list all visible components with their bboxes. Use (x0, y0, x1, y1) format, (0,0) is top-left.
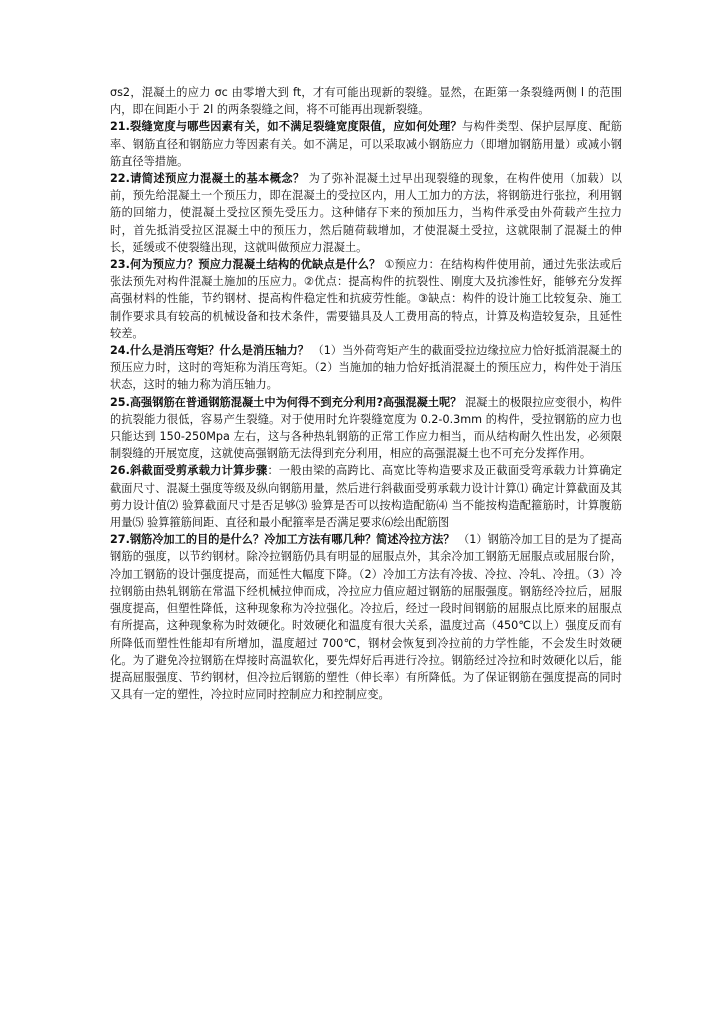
answer-text: σs2，混凝土的应力 σc 由零增大到 ft，才有可能出现新的裂缝。显然，在距第一条裂缝两侧 l 的范围内，即在间距小于 2l 的两条裂缝之间，将不可能再出现新裂缝。 (110, 86, 622, 117)
question-heading: 23.何为预应力？预应力混凝土结构的优缺点是什么？ (110, 258, 381, 272)
question-heading: 21.裂缝宽度与哪些因素有关，如不满足裂缝宽度限值，应如何处理？ (110, 120, 462, 134)
answer-text: 混凝土的极限拉应变很小，构件的抗裂能力很低，容易产生裂缝。对于使用时允许裂缝宽度为 0.2-0.3mm 的构件，受拉钢筋的应力也只能达到 150-250Mpa 左右，这与各种热轧钢筋的正常工作应力相当，而从结构耐久性出发，必须限制裂缝的开展宽度，这就使高强钢筋无法得到充分利用，相应的高强混凝土也不可充分发挥作用。 (110, 395, 622, 461)
question-heading: 22.请简述预应力混凝土的基本概念？ (110, 172, 305, 186)
answer-text: （1）当外荷弯矩产生的截面受拉边缘拉应力恰好抵消混凝土的预压应力时，这时的弯矩称为消压弯矩。（2）当施加的轴力恰好抵消混凝土的预压应力，构件处于消压状态，这时的轴力称为消压轴力。 (110, 344, 622, 392)
paragraph-q22 (110, 170, 622, 256)
answer-text: ①预应力：在结构构件使用前，通过先张法或后张法预先对构件混凝土施加的压应力。②优点：提高构件的抗裂性、刚度大及抗渗性好，能够充分发挥高强材料的性能，节约钢材、提高构件稳定性和抗疲劳性能。③缺点：构件的设计施工比较复杂、施工制作要求具有较高的机械设备和技术条件，需要锚具及人工费用高的特点，计算及构造较复杂，且延性较差。 (110, 258, 622, 340)
answer-text: （1）钢筋冷加工目的是为了提高钢筋的强度，以节约钢材。除冷拉钢筋仍具有明显的屈服点外，其余冷加工钢筋无屈服点或屈服台阶，冷加工钢筋的设计强度提高，而延性大幅度下降。（2）冷加工方法有冷拔、冷拉、冷轧、冷扭。（3）冷拉钢筋由热轧钢筋在常温下经机械拉伸而成，冷拉应力值应超过钢筋的屈服强度。钢筋经冷拉后，屈服强度提高，但塑性降低，这种现象称为冷拉强化。冷拉后，经过一段时间钢筋的屈服点比原来的屈服点有所提高，这种现象称为时效硬化。时效硬化和温度有很大关系，温度过高（450℃以上）强度反而有所降低而塑性性能却有所增加，温度超过 700℃，钢材会恢复到冷拉前的力学性能，不会发生时效硬化。为了避免冷拉钢筋在焊接时高温软化，要先焊好后再进行冷拉。钢筋经过冷拉和时效硬化以后，能提高屈服强度、节约钢材，但冷拉后钢筋的塑性（伸长率）有所降低。为了保证钢筋在强度提高的同时又具有一定的塑性，冷拉时应同时控制应力和控制应变。 (110, 533, 622, 702)
paragraph-q23 (110, 256, 622, 342)
answer-text: ：一般由梁的高跨比、高宽比等构造要求及正截面受弯承载力计算确定截面尺寸、混凝土强度等级及纵向钢筋用量，然后进行斜截面受剪承载力设计计算⑴ 确定计算截面及其剪力设计值⑵ 验算截面尺寸是否足够⑶ 验算是否可以按构造配筋⑷ 当不能按构造配箍筋时，计算腹筋用量⑸ 验算箍筋间距、直径和最小配箍率是否满足要求⑹绘出配筋图 (110, 464, 622, 530)
paragraph-crack-spacing (110, 84, 622, 118)
document-page (110, 84, 622, 703)
question-heading: 24.什么是消压弯矩？什么是消压轴力？ (110, 344, 309, 358)
paragraph-q21 (110, 118, 622, 170)
question-heading: 25.高强钢筋在普通钢筋混凝土中为何得不到充分利用?高强混凝土呢？ (110, 395, 462, 409)
answer-text: 为了弥补混凝土过早出现裂缝的现象，在构件使用（加载）以前，预先给混凝土一个预压力，即在混凝土的受拉区内，用人工加力的方法，将钢筋进行张拉，利用钢筋的回缩力，使混凝土受拉区预先受压力。这种储存下来的预加压力，当构件承受由外荷载产生拉力时，首先抵消受拉区混凝土中的预压力，然后随荷载增加，才使混凝土受拉，这就限制了混凝土的伸长，延缓或不使裂缝出现，这就叫做预应力混凝土。 (110, 172, 622, 254)
paragraph-q25 (110, 394, 622, 463)
question-heading: 26.斜截面受剪承载力计算步骤 (110, 464, 268, 478)
paragraph-q26 (110, 462, 622, 531)
paragraph-q27 (110, 531, 622, 703)
paragraph-q24 (110, 342, 622, 394)
answer-text: 与构件类型、保护层厚度、配筋率、钢筋直径和钢筋应力等因素有关。如不满足，可以采取减小钢筋应力（即增加钢筋用量）或减小钢筋直径等措施。 (110, 120, 622, 168)
question-heading: 27.钢筋冷加工的目的是什么？冷加工方法有哪几种？简述冷拉方法？ (110, 533, 455, 547)
